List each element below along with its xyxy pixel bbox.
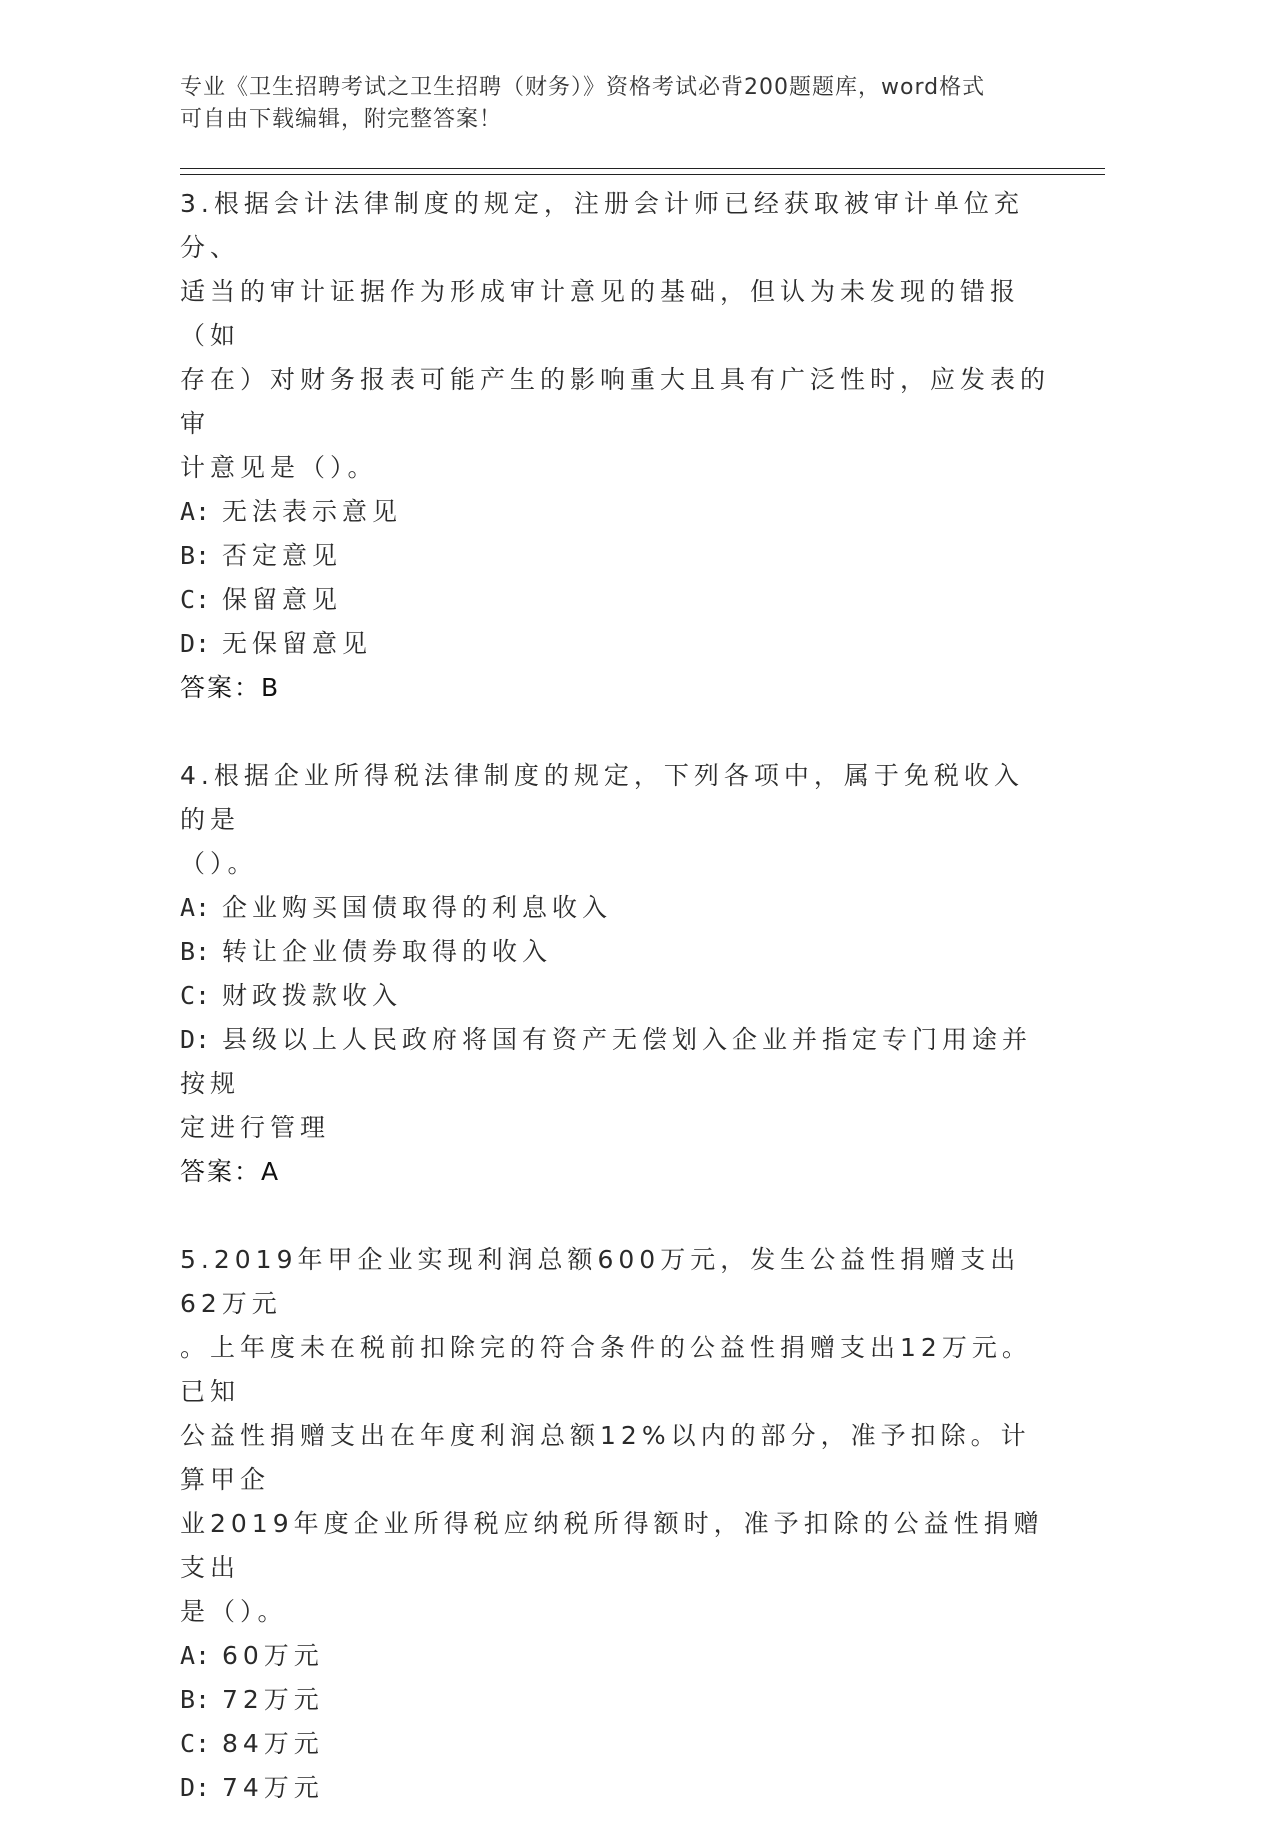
option-letter: D: — [180, 1773, 211, 1802]
option-text: 企业购买国债取得的利息收入 — [222, 893, 613, 922]
option-text: 84万元 — [222, 1729, 324, 1758]
option-a — [180, 490, 1050, 534]
stem-line: 计意见是（）。 — [180, 453, 378, 482]
option-letter: A: — [180, 893, 211, 922]
option-text: 无法表示意见 — [222, 497, 403, 526]
stem-line: 公益性捐赠支出在年度利润总额12%以内的部分，准予扣除。计算甲企 — [180, 1421, 1031, 1494]
option-c — [180, 974, 1050, 1018]
stem-line: 5.2019年甲企业实现利润总额600万元，发生公益性捐赠支出62万元 — [180, 1245, 1021, 1318]
question-stem — [180, 754, 1050, 886]
option-b — [180, 1678, 1050, 1722]
option-text: 县级以上人民政府将国有资产无偿划入企业并指定专门用途并按规 — [180, 1025, 1033, 1098]
header-divider-bottom — [180, 174, 1105, 175]
option-d-continued: 定进行管理 — [180, 1113, 331, 1142]
question-5 — [180, 1238, 1050, 1810]
option-text: 否定意见 — [222, 541, 343, 570]
question-stem — [180, 182, 1050, 490]
question-stem — [180, 1238, 1050, 1634]
option-text: 保留意见 — [222, 585, 343, 614]
question-4 — [180, 754, 1050, 1194]
answer-line: 答案：A — [180, 1157, 281, 1186]
question-spacer — [180, 732, 1050, 754]
option-c — [180, 578, 1050, 622]
option-d — [180, 622, 1050, 666]
stem-line: 3.根据会计法律制度的规定，注册会计师已经获取被审计单位充分、 — [180, 189, 1024, 262]
option-text: 转让企业债券取得的收入 — [222, 937, 553, 966]
question-list — [180, 182, 1050, 1832]
option-letter: B: — [180, 1685, 211, 1714]
option-b — [180, 534, 1050, 578]
stem-line: 是（）。 — [180, 1597, 288, 1626]
option-text: 74万元 — [222, 1773, 324, 1802]
option-letter: C: — [180, 1729, 211, 1758]
stem-line: 业2019年度企业所得税应纳税所得额时，准予扣除的公益性捐赠支出 — [180, 1509, 1044, 1582]
stem-line: （）。 — [180, 849, 258, 878]
option-letter: D: — [180, 1025, 211, 1054]
option-letter: A: — [180, 497, 211, 526]
stem-line: 存在）对财务报表可能产生的影响重大且具有广泛性时，应发表的审 — [180, 365, 1051, 438]
header-line-1: 专业《卫生招聘考试之卫生招聘（财务）》资格考试必背200题题库，word格式 — [180, 75, 986, 100]
option-text: 财政拨款收入 — [222, 981, 403, 1010]
option-b — [180, 930, 1050, 974]
stem-line: 适当的审计证据作为形成审计意见的基础，但认为未发现的错报（如 — [180, 277, 1021, 350]
option-letter: B: — [180, 541, 211, 570]
answer-line: 答案：B — [180, 673, 281, 702]
stem-line: 4.根据企业所得税法律制度的规定，下列各项中，属于免税收入的是 — [180, 761, 1024, 834]
option-letter: B: — [180, 937, 211, 966]
stem-line: 。上年度未在税前扣除完的符合条件的公益性捐赠支出12万元。已知 — [180, 1333, 1032, 1406]
question-3 — [180, 182, 1050, 710]
option-text: 72万元 — [222, 1685, 324, 1714]
option-letter: A: — [180, 1641, 211, 1670]
header-divider-top — [180, 168, 1105, 169]
document-header — [180, 72, 1040, 136]
option-text: 60万元 — [222, 1641, 324, 1670]
option-letter: C: — [180, 585, 211, 614]
option-letter: D: — [180, 629, 211, 658]
option-d — [180, 1018, 1050, 1106]
option-c — [180, 1722, 1050, 1766]
question-spacer — [180, 1216, 1050, 1238]
option-a — [180, 886, 1050, 930]
option-text: 无保留意见 — [222, 629, 373, 658]
option-letter: C: — [180, 981, 211, 1010]
header-line-2: 可自由下载编辑，附完整答案！ — [180, 107, 503, 132]
option-d — [180, 1766, 1050, 1810]
option-a — [180, 1634, 1050, 1678]
